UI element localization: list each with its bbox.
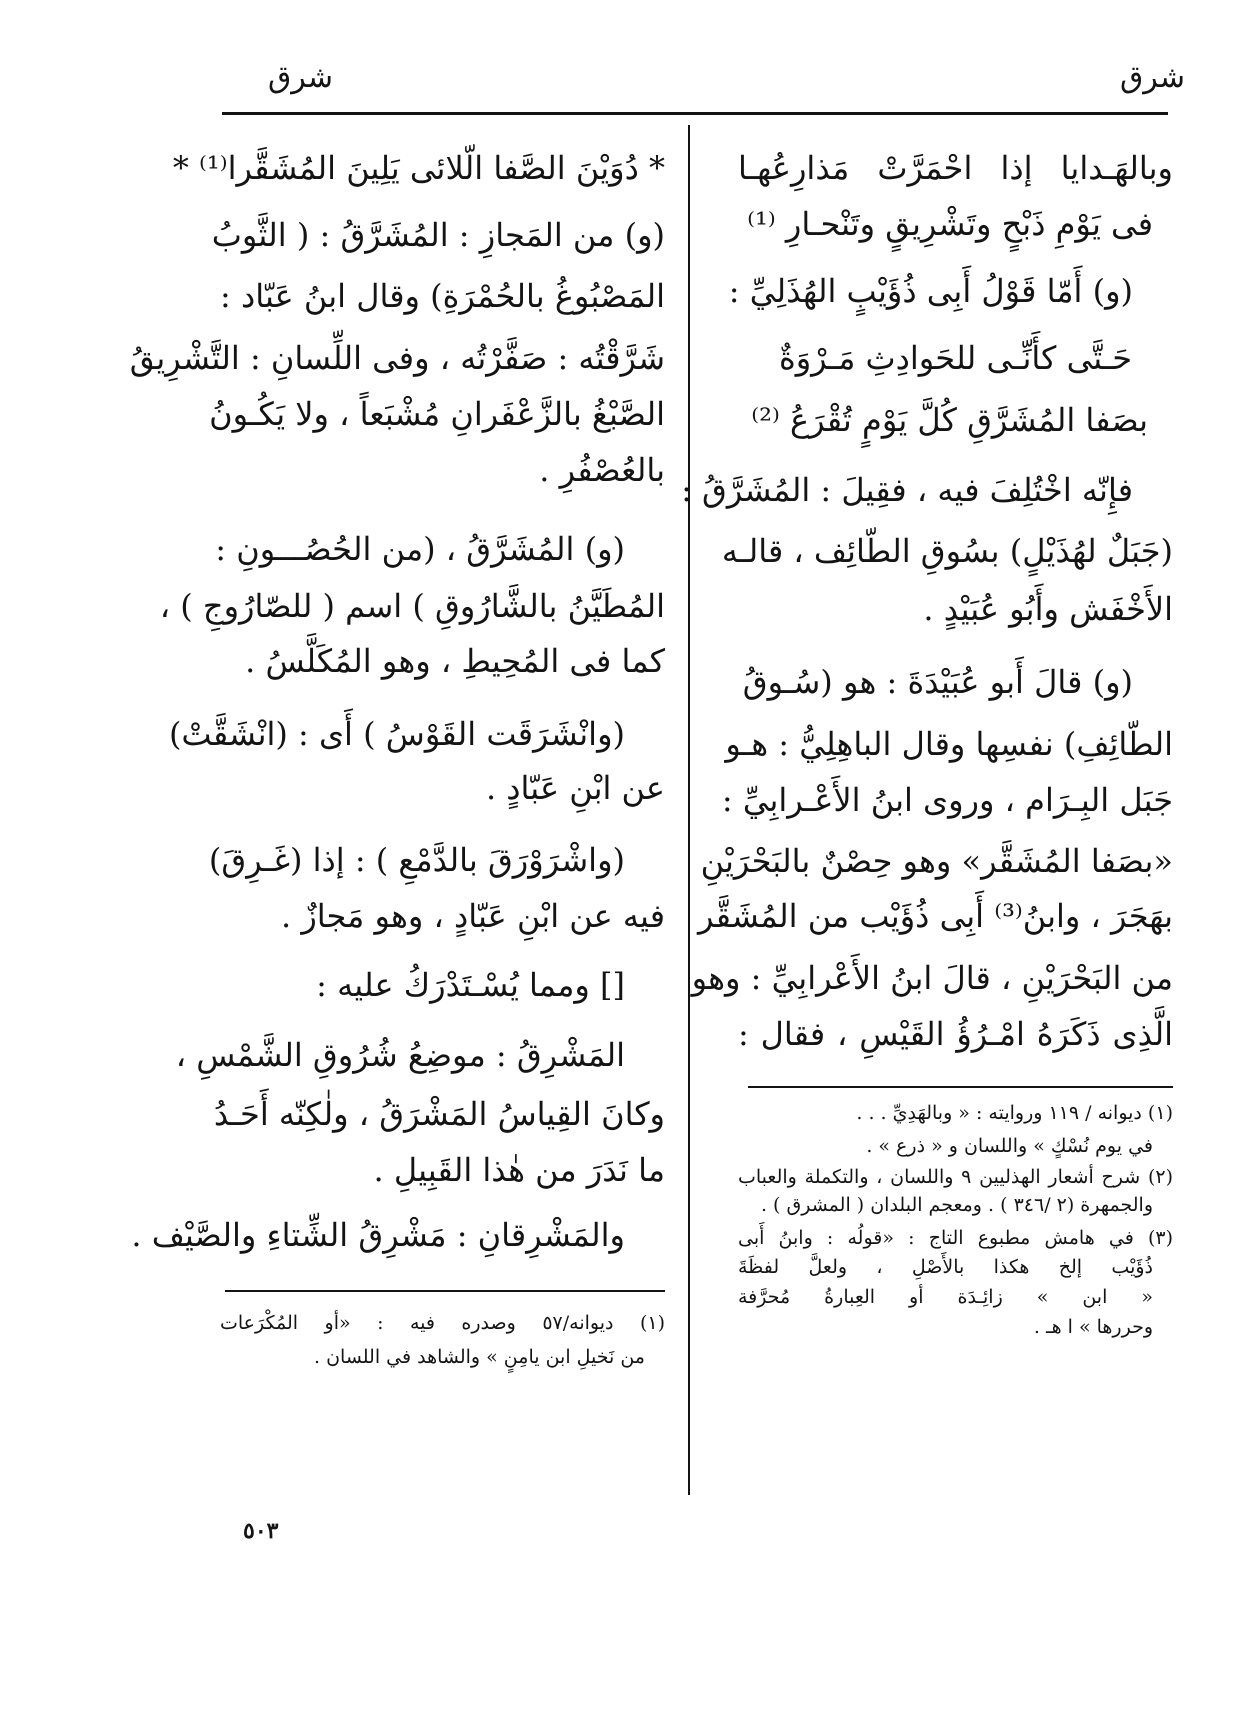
text-line: (و) من المَجازِ : المُشَرَّقُ : ( الثَّوبُ [211,216,665,254]
text-line: المَشْرِقُ : موضِعُ شُرُوقِ الشَّمْسِ ، [175,1036,625,1074]
footnote-line: (١) ديوانه/٥٧ وصدره فيه : «أو المُكْرَعات [220,1312,665,1334]
running-headword-right: شرق [1120,60,1185,95]
text-line: الأَخْفَش وأَبُو عُبَيْدٍ . [923,590,1173,628]
footnote-line: في يوم نُسْكٍ » واللسان و « ذرع » . [866,1135,1153,1157]
text-line: وبالهَـدايا إذا احْمَرَّتْ مَذارِعُهـا [738,149,1173,187]
text-line: بالعُصْفُرِ . [539,451,665,489]
text-line: بهَجَرَ ، وابنُ⁽³⁾ أَبِى ذُؤَيْب من المُشَقَّر [697,897,1173,935]
text-line: من البَحْرَيْنِ ، قالَ ابنُ الأَعْرابِيِّ : وهو [691,959,1173,997]
text-line: (وانْشَرَقَت القَوْسُ ) أَى : (انْشَقَّتْ) [168,715,625,753]
text-line: الطّائِفِ) نفسِها وقال الباهِلِيُّ : هـو [725,725,1173,763]
footnote-rule [225,1290,665,1292]
text-line: الصَّبْغُ بالزَّعْفَرانِ مُشْبَعاً ، ولا يَكُـونُ [209,395,665,433]
text-line: جَبَل البِـرَام ، وروى ابنُ الأَعْـرابِيِّ : [721,781,1173,819]
text-line: (و) قالَ أَبو عُبَيْدَةَ : هو (سُـوقُ [742,663,1133,701]
page-number: ٥٠٣ [243,1518,279,1544]
footnote-line: « ابن » زائِـدَة أو العِبارةُ مُحرَّفة [738,1286,1153,1308]
text-line: عن ابْنِ عَبّادٍ . [485,769,665,807]
footnote-line: وحررها » ا هـ . [1033,1316,1153,1338]
text-line: المُطَيَّنُ بالشَّارُوقِ ) اسم ( للصّارُوجِ ) ، [159,587,665,625]
text-line: فى يَوْمِ ذَبْحٍ وتَشْرِيقٍ وتَنْحـارِ ⁽¹⁾ [747,205,1153,243]
header-rule [222,112,1168,115]
text-line: [] ومما يُسْـتَدْرَكُ عليه : [316,966,625,1004]
text-line: المَصْبُوغُ بالحُمْرَةِ) وقال ابنُ عَبّاد : [220,277,665,315]
column-divider [688,125,690,1495]
text-line: ما نَدَرَ من هٰذا القَبِيلِ . [373,1151,665,1189]
text-line: كما فى المُحِيطِ ، وهو المُكَلَّسُ . [245,642,665,680]
footnote-line: (٢) شرح أشعار الهذليين ٩ واللسان ، والتكملة والعباب [738,1166,1173,1188]
text-line: (جَبَلٌ لهُذَيْلٍ) بسُوقِ الطّائِف ، قالـه [721,532,1173,570]
text-line: * دُوَيْنَ الصَّفا الّلائى يَلِينَ المُشَقَّرا⁽¹⁾ * [172,149,665,187]
running-headword-left: شرق [268,60,333,95]
text-line: حَـتَّى كأَنِّـى للحَوادِثِ مَـرْوَةٌ [778,339,1133,377]
footnote-line: والجمهرة (٢ /٣٤٦ ) . ومعجم البلدان ( المشرق ) . [760,1194,1153,1216]
text-line: (واشْرَوْرَقَ بالدَّمْعِ ) : إذا (غَـرِقَ) [208,841,625,879]
text-line: والمَشْرِقانِ : مَشْرِقُ الشِّتاءِ والصَّيْف . [131,1216,625,1254]
text-line: فيه عن ابْنِ عَبّادٍ ، وهو مَجازٌ . [280,897,665,935]
text-line: بصَفا المُشَرَّقِ كُلَّ يَوْمٍ تُقْرَعُ ⁽²⁾ [751,401,1148,439]
text-line: الَّذِى ذَكَرَهُ امْـرُؤُ القَيْسِ ، فقال : [738,1015,1173,1053]
text-line: «بصَفا المُشَقَّر» وهو حِصْنٌ بالبَحْرَيْنِ [700,842,1173,880]
text-line: وكانَ القِياسُ المَشْرَقُ ، ولٰكِنّه أَحَـدُ [213,1095,665,1133]
text-line: فإِنّه اخْتُلِفَ فيه ، فقِيلَ : المُشَرَّقُ : [681,471,1133,509]
footnote-rule [748,1086,1173,1088]
text-line: (و) المُشَرَّقُ ، (من الحُصُـــونِ : [215,530,625,568]
footnote-line: من نَخيلِ ابن يامِنٍ » والشاهد في اللسان . [314,1346,645,1368]
footnote-line: (٣) في هامش مطبوع التاج : «قولُه : وابنُ أَبى [738,1227,1173,1249]
text-line: (و) أَمّا قَوْلُ أَبِى ذُؤَيْبٍ الهُذَلِيِّ : [728,272,1133,310]
footnote-line: (١) ديوانه / ١١٩ وروايته : « وبالهَدِيِّ . . . [856,1102,1173,1124]
text-line: شَرَّقْتُه : صَفَّرْتُه ، وفى اللِّسانِ : التَّشْرِيقُ [129,339,665,377]
footnote-line: ذُؤَيْب إلخ هكذا بالأَصْلِ ، ولعلَّ لفظَةَ [738,1256,1153,1278]
